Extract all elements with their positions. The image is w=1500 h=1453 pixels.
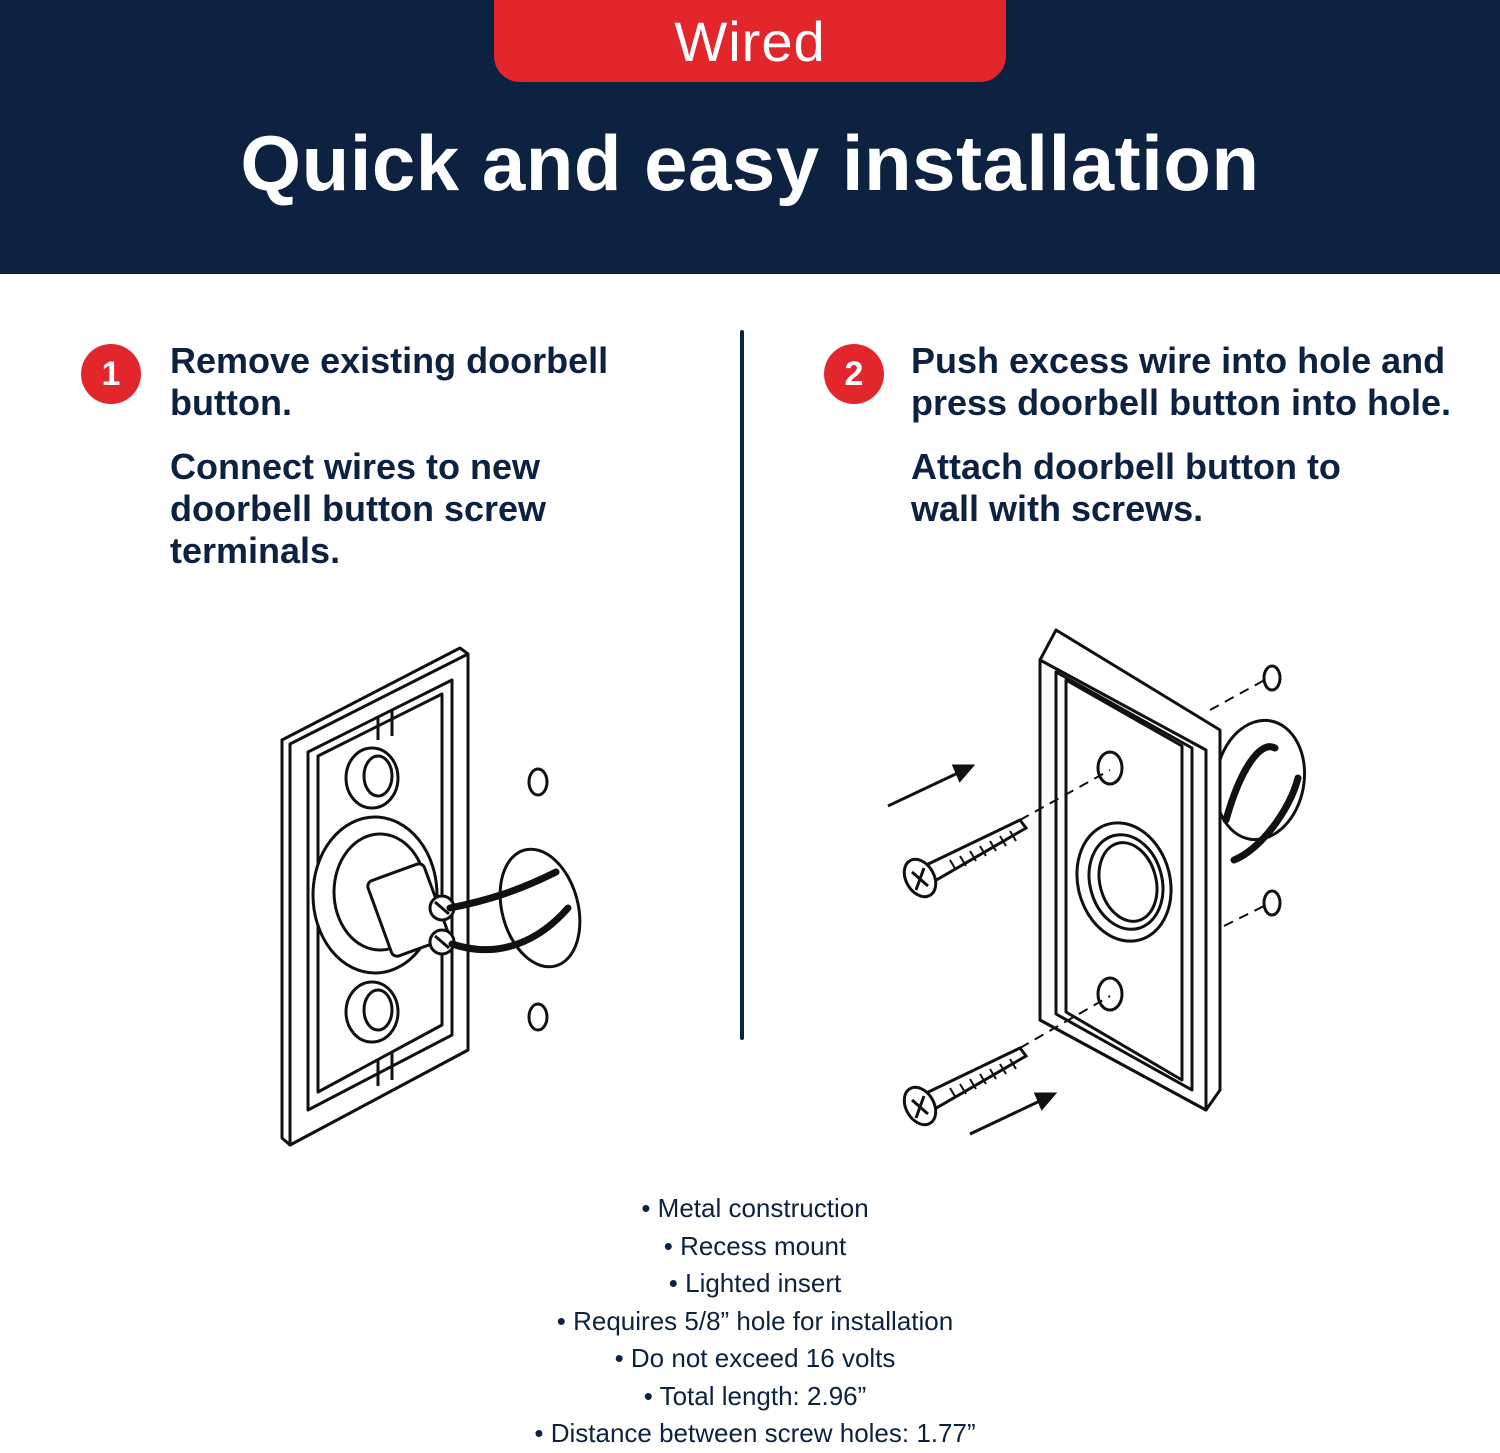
- doorbell-mounting-illustration: [880, 620, 1330, 1140]
- step-1-badge: 1: [81, 344, 141, 404]
- step-2-line-2: Attach doorbell button to wall with screws.: [911, 446, 1341, 529]
- header-banner: [0, 0, 1500, 274]
- spec-item: • Requires 5/8” hole for installation: [300, 1303, 1210, 1341]
- spec-item: • Metal construction: [300, 1190, 1210, 1228]
- step-2-text: [911, 340, 1486, 530]
- spec-item: • Lighted insert: [300, 1265, 1210, 1303]
- spec-item: • Distance between screw holes: 1.77”: [300, 1415, 1210, 1453]
- spec-item: • Do not exceed 16 volts: [300, 1340, 1210, 1378]
- step-1-text: [170, 340, 650, 572]
- column-divider: [740, 330, 744, 1040]
- page-title: Quick and easy installation: [240, 119, 1260, 207]
- step-2-badge: 2: [824, 344, 884, 404]
- wired-tag: Wired: [494, 0, 1006, 82]
- step-2-line-1: Push excess wire into hole and press doorbell button into hole.: [911, 340, 1451, 423]
- spec-item: • Recess mount: [300, 1228, 1210, 1266]
- doorbell-back-wiring-illustration: [270, 640, 600, 1160]
- spec-item: • Total length: 2.96”: [300, 1378, 1210, 1416]
- step-1-line-1: Remove existing doorbell button.: [170, 340, 609, 423]
- step-1-line-2: Connect wires to new doorbell button screw terminals.: [170, 446, 547, 571]
- spec-list: [300, 1190, 1210, 1453]
